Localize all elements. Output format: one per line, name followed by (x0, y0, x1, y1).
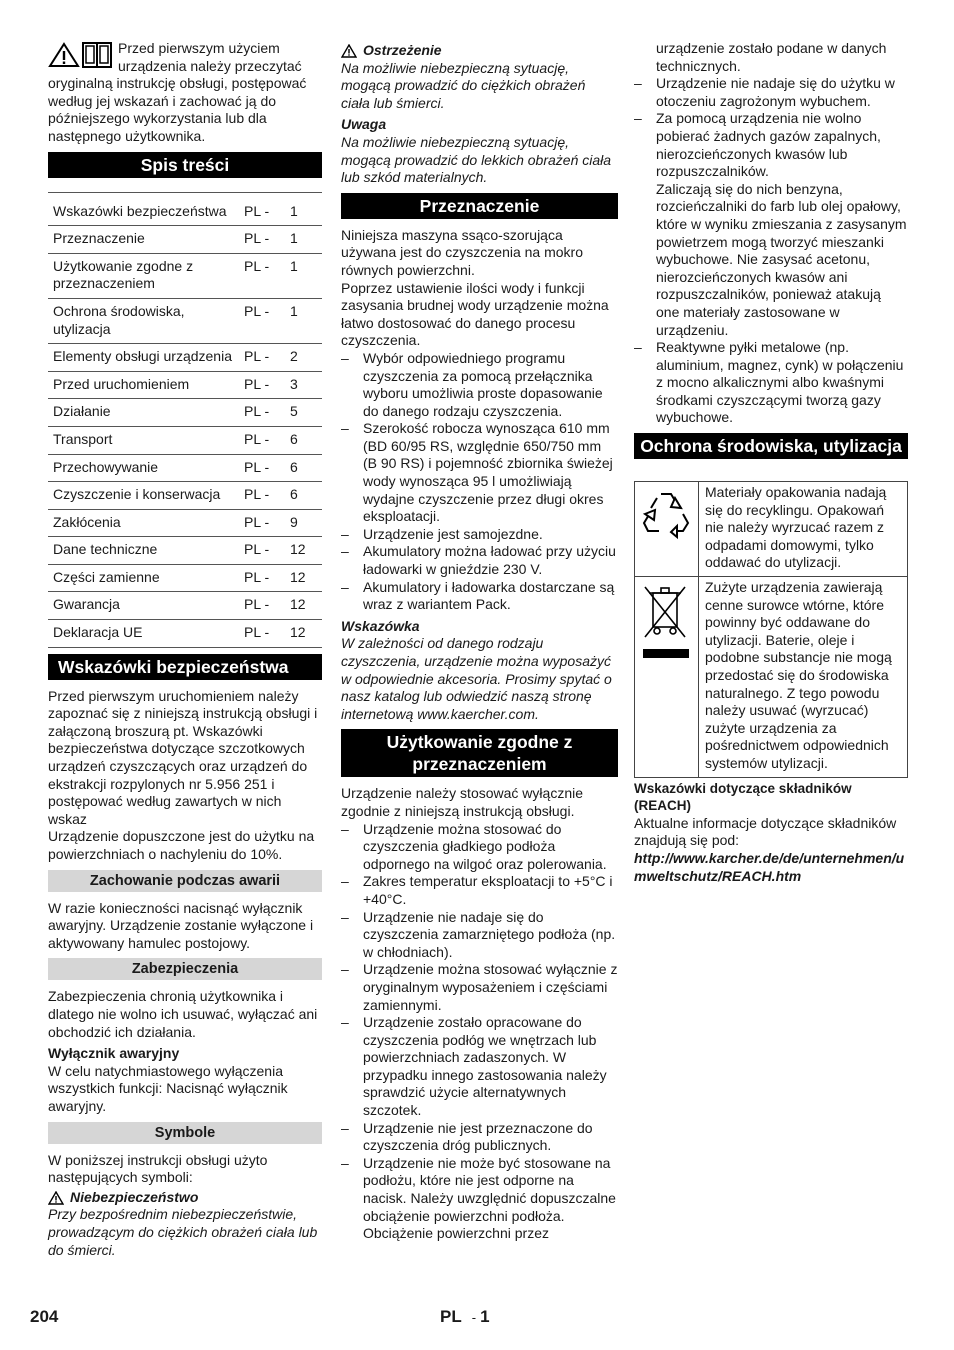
toc-entry-code: PL - (244, 564, 290, 592)
warning-title-label: Ostrzeżenie (363, 42, 442, 58)
toc-row[interactable] (48, 226, 322, 254)
warning-text: Na możliwie niebezpieczną sytuację, mogącą prowadzić do ciężkich obrażeń ciała lub śmierci. (341, 59, 586, 111)
emergency-switch-text: W celu natychmiastowego wyłączenia wszystkich funkcji: Nacisnąć wyłącznik awaryjny. (48, 1062, 288, 1114)
page-lang: PL (440, 1307, 462, 1326)
list-item: – Urządzenie można stosować wyłącznie z oryginalnym wyposażeniem i częściami zamiennymi. (341, 961, 618, 1014)
list-item-subtext: Zaliczają się do nich benzyna, rozcieńczalniki do farb lub olej opałowy, które w wyniku zmieszania z zasysanym powietrzem mogą tworzyć mieszanki wybuchowe. Nie zasysać acetonu, nierozcieńczonych kwasów ani rozpuszczalników, ponieważ atakują one materiały zastosowane w urządzeniu. (656, 180, 907, 338)
column-left (48, 40, 322, 1259)
list-item: – Reaktywne pyłki metalowe (np. aluminium, magnez, cynk) w połączeniu z mocno alkalicznymi albo kwaśnymi środkami czyszczącymi tworzą gazy wybuchowe. (634, 339, 908, 427)
toc-entry-code: PL - (244, 620, 290, 648)
toc-row[interactable] (48, 371, 322, 399)
intro-block (48, 40, 322, 146)
toc-entry-title: Przechowywanie (48, 454, 244, 482)
toc-entry-page: 12 (290, 537, 322, 565)
emergency-heading: Zachowanie podczas awarii (48, 870, 322, 892)
toc-entry-title: Czyszczenie i konserwacja (48, 482, 244, 510)
reach-title: Wskazówki dotyczące składników (REACH) (634, 780, 852, 814)
symbols-text: W poniższej instrukcji obsługi użyto następujących symboli: (48, 1151, 268, 1186)
list-item: – Urządzenie nie nadaje się do użytku w otoczeniu zagrożonym wybuchem. (634, 75, 908, 110)
crossed-bin-icon (639, 581, 693, 661)
toc-entry-page: 5 (290, 399, 322, 427)
list-item (634, 110, 908, 339)
toc-row[interactable] (48, 592, 322, 620)
page-code (440, 1308, 490, 1327)
list-item: – Szerokość robocza wynosząca 610 mm (BD 60/95 RS, względnie 650/750 mm (B 90 RS) i pojemność zbiornika świeżej wody wynosząca 95 l umożliwiają wydajne czyszczenie przez długi okres eksploatacji. (341, 420, 618, 526)
page-number: 204 (30, 1307, 59, 1326)
toc-entry-code: PL - (244, 426, 290, 454)
caution-text: Na możliwie niebezpieczną sytuację, mogącą prowadzić do lekkich obrażeń ciała lub szkód materialnych. (341, 133, 612, 186)
recycle-icon-cell (635, 482, 699, 577)
list-item: – Akumulatory i ładowarka dostarczane są wraz z wariantem Pack. (341, 579, 618, 614)
toc-row[interactable] (48, 253, 322, 298)
toc-entry-page: 12 (290, 620, 322, 648)
toc-row[interactable] (48, 192, 322, 226)
packaging-text: Materiały opakowania nadają się do recyklingu. Opakowań nie należy wyrzucać razem z odpadami domowymi, tylko oddawać do utylizacji. (699, 482, 908, 577)
toc-entry-code: PL - (244, 509, 290, 537)
toc-row[interactable] (48, 482, 322, 510)
toc-row[interactable] (48, 537, 322, 565)
purpose-heading: Przeznaczenie (341, 193, 618, 219)
toc-entry-title: Działanie (48, 399, 244, 427)
purpose-paragraph-1: Niniejsza maszyna ssąco-szorująca używana jest do czyszczenia na mokro równych powierzchni. (341, 226, 583, 278)
toc-table (48, 192, 322, 648)
purpose-paragraph-2: Poprzez ustawienie ilości wody i funkcji zasysania brudnej wody urządzenie można łatwo dostosować do danego procesu czyszczenia. (341, 279, 609, 349)
safety-paragraph-2: Urządzenie dopuszczone jest do użytku na powierzchniach o nachyleniu do 10%. (48, 828, 315, 862)
toc-entry-title: Zakłócenia (48, 509, 244, 537)
list-item: – Zakres temperatur eksploatacji to +5°C i +40°C. (341, 873, 618, 908)
toc-entry-page: 1 (290, 192, 322, 226)
toc-entry-title: Transport (48, 426, 244, 454)
toc-entry-title: Przeznaczenie (48, 226, 244, 254)
intro-icons (48, 40, 112, 68)
toc-heading: Spis treści (48, 152, 322, 178)
warning-triangle-icon (48, 1191, 64, 1205)
manual-book-icon (82, 42, 112, 68)
toc-entry-title: Części zamienne (48, 564, 244, 592)
toc-entry-code: PL - (244, 482, 290, 510)
toc-entry-page: 6 (290, 454, 322, 482)
toc-row[interactable] (48, 298, 322, 343)
list-item-text: Za pomocą urządzenia nie wolno pobierać żadnych gazów zapalnych, nierozcieńczonych kwasów lub rozpuszczalników. (656, 110, 881, 180)
toc-entry-code: PL - (244, 371, 290, 399)
toc-row[interactable] (48, 564, 322, 592)
list-item: – Urządzenie nie jest przeznaczone do czyszczenia dróg publicznych. (341, 1120, 618, 1155)
toc-entry-page: 6 (290, 482, 322, 510)
toc-entry-page: 9 (290, 509, 322, 537)
toc-entry-page: 1 (290, 298, 322, 343)
toc-entry-code: PL - (244, 226, 290, 254)
env-table (634, 481, 908, 778)
danger-text: Przy bezpośrednim niebezpieczeństwie, prowadzącym do ciężkich obrażeń ciała lub do śmierci. (48, 1206, 318, 1258)
usage-intro: Urządzenie należy stosować wyłącznie zgodnie z niniejszą instrukcją obsługi. (341, 785, 583, 819)
toc-row[interactable] (48, 620, 322, 648)
toc-entry-title: Ochrona środowiska, utylizacja (48, 298, 244, 343)
emergency-text: W razie konieczności nacisnąć wyłącznik awaryjny. Urządzenie zostanie wyłączone i aktywowany hamulec postojowy. (48, 899, 314, 951)
toc-entry-title: Elementy obsługi urządzenia (48, 344, 244, 372)
toc-entry-page: 3 (290, 371, 322, 399)
list-item: – Urządzenie można stosować do czyszczenia gładkiego podłoża odpornego na wilgoć oraz polerowania. (341, 821, 618, 874)
list-item: – Urządzenie zostało opracowane do czyszczenia podłóg we wnętrzach lub powierzchniach zadaszonych. W przypadku innego zastosowania należy sprawdzić użycie alternatywnych szczotek. (341, 1014, 618, 1120)
intro-text: Przed pierwszym użyciem urządzenia należy przeczytać oryginalną instrukcję obsługi, postępować według jej wskazań i zachować ją do późniejszego wykorzystania lub dla następnego użytkownika. (48, 40, 307, 144)
toc-row[interactable] (48, 344, 322, 372)
usage-heading: Użytkowanie zgodne z przeznaczeniem (341, 729, 618, 777)
toc-entry-page: 2 (290, 344, 322, 372)
list-item: – Urządzenie jest samojezdne. (341, 526, 618, 544)
warning-title (341, 42, 618, 60)
toc-entry-code: PL - (244, 399, 290, 427)
list-item: – Urządzenie nie może być stosowane na podłożu, które nie jest odporne na nacisk. Należy uwzględnić dopuszczalne obciążenie powierzchni podłoża. Obciążenie powierzchni przez (341, 1155, 618, 1243)
toc-entry-code: PL - (244, 592, 290, 620)
safety-paragraph-1: Przed pierwszym uruchomieniem należy zapoznać się z niniejszą instrukcją obsługi i załączoną broszurą pt. Wskazówki bezpieczeństwa dotyczące szczotkowych urządzeń czyszczących oraz urządzeń do ekstrakcji rozpylonych nr 5.956 251 i postępować według zawartych w nich wskaz (48, 687, 318, 827)
toc-entry-title: Użytkowanie zgodne z przeznaczeniem (48, 253, 244, 298)
protection-heading: Zabezpieczenia (48, 958, 322, 980)
usage-list (341, 821, 618, 1243)
table-row (635, 577, 908, 778)
purpose-list (341, 350, 618, 614)
toc-row[interactable] (48, 454, 322, 482)
warning-triangle-icon (48, 42, 80, 68)
page-sep: - (471, 1310, 477, 1325)
list-item: – Wybór odpowiedniego programu czyszczenia za pomocą przełącznika wyboru umożliwia proste dopasowanie do danego rodzaju czyszczenia. (341, 350, 618, 420)
note-title: Wskazówka (341, 617, 420, 634)
weee-icon-cell (635, 577, 699, 778)
toc-entry-page: 12 (290, 592, 322, 620)
toc-entry-page: 1 (290, 253, 322, 298)
usage-continuation: urządzenie zostało podane w danych technicznych. (656, 40, 887, 74)
toc-entry-code: PL - (244, 253, 290, 298)
toc-row[interactable] (48, 426, 322, 454)
toc-entry-code: PL - (244, 192, 290, 226)
toc-entry-code: PL - (244, 454, 290, 482)
emergency-switch-title: Wyłącznik awaryjny (48, 1045, 180, 1062)
reach-link[interactable]: http://www.karcher.de/de/unternehmen/umweltschutz/REACH.htm (634, 849, 905, 884)
toc-row[interactable] (48, 399, 322, 427)
toc-entry-code: PL - (244, 344, 290, 372)
safety-heading: Wskazówki bezpieczeństwa (48, 654, 322, 680)
env-heading: Ochrona środowiska, utylizacja (634, 433, 908, 459)
toc-entry-title: Deklaracja UE (48, 620, 244, 648)
danger-title (48, 1189, 322, 1207)
usage-list-continued (634, 75, 908, 427)
toc-entry-title: Dane techniczne (48, 537, 244, 565)
protection-text: Zabezpieczenia chronią użytkownika i dlatego nie wolno ich usuwać, wyłączać ani obchodzić ich działania. (48, 988, 318, 1040)
list-item: – Urządzenie nie nadaje się do czyszczenia zamarzniętego podłoża (np. w chłodniach). (341, 909, 618, 962)
toc-entry-title: Wskazówki bezpieczeństwa (48, 192, 244, 226)
toc-entry-title: Gwarancja (48, 592, 244, 620)
danger-title-label: Niebezpieczeństwo (70, 1188, 199, 1205)
toc-entry-page: 6 (290, 426, 322, 454)
toc-entry-title: Przed uruchomieniem (48, 371, 244, 399)
list-item: – Akumulatory można ładować przy użyciu ładowarki w gnieździe 230 V. (341, 543, 618, 578)
toc-entry-code: PL - (244, 537, 290, 565)
table-row (635, 482, 908, 577)
devices-text: Zużyte urządzenia zawierają cenne surowce wtórne, które powinny być oddawane do utylizacji. Baterie, oleje i podobne substancje nie mogą przedostać się do środowiska naturalnego. Z tego powodu należy usuwać (wyrzucać) zużyte urządzenia za pośrednictwem odpowiednich systemów utylizacji. (699, 577, 908, 778)
toc-entry-page: 1 (290, 226, 322, 254)
page-sub: 1 (480, 1307, 490, 1326)
toc-row[interactable] (48, 509, 322, 537)
column-right (634, 40, 908, 885)
symbols-heading: Symbole (48, 1122, 322, 1144)
toc-entry-code: PL - (244, 298, 290, 343)
column-middle (341, 40, 618, 1243)
caution-title: Uwaga (341, 116, 387, 133)
toc-entry-page: 12 (290, 564, 322, 592)
recycle-icon (639, 486, 693, 540)
note-text: W zależności od danego rodzaju czyszczenia, urządzenie można wyposażyć w odpowiednie akcesoria. Prosimy spytać o nasz katalog lub odwiedzić naszą stronę internetową www.kaercher.com. (341, 635, 612, 722)
warning-triangle-icon (341, 44, 357, 58)
reach-text: Aktualne informacje dotyczące składników znajdują się pod: (634, 814, 897, 849)
